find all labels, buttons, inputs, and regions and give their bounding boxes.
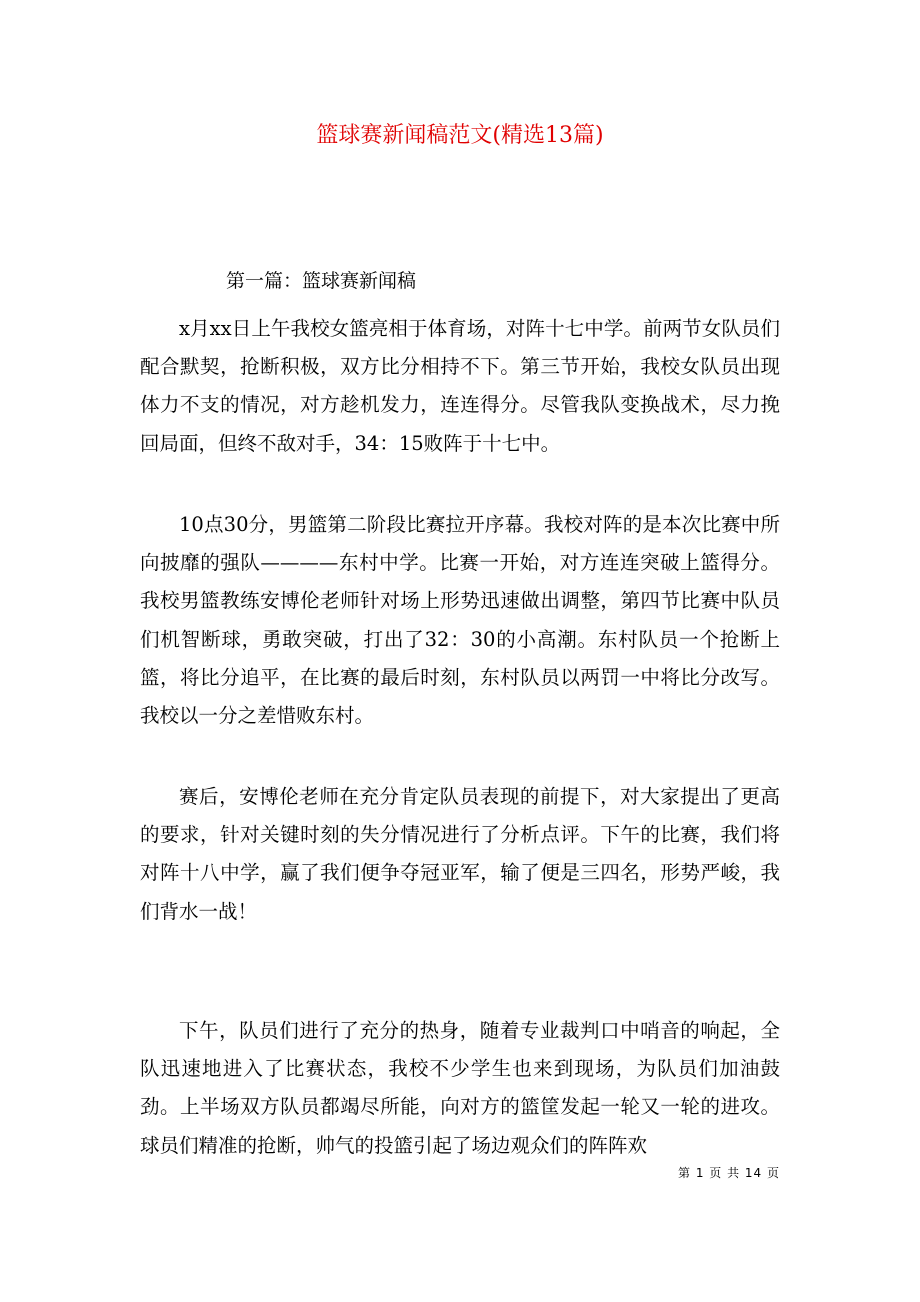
- section-heading: 第一篇：篮球赛新闻稿: [226, 270, 417, 292]
- body-paragraph-1: x月xx日上午我校女篮亮相于体育场，对阵十七中学。前两节女队员们配合默契，抢断积极，双方比分相持不下。第三节开始，我校女队员出现体力不支的情况，对方趁机发力，连连得分。尽管我队变换战术，尽力挽回局面，但终不敌对手，34：15败阵于十七中。: [140, 317, 780, 455]
- page-number-footer: 第 1 页 共 14 页: [678, 1166, 780, 1180]
- body-paragraph-2: 10点30分，男篮第二阶段比赛拉开序幕。我校对阵的是本次比赛中所向披靡的强队————东村中学。比赛一开始，对方连连突破上篮得分。我校男篮教练安博伦老师针对场上形势迅速做出调整，第四节比赛中队员们机智断球，勇敢突破，打出了32：30的小高潮。东村队员一个抢断上篮，将比分追平，在比赛的最后时刻，东村队员以两罚一中将比分改写。我校以一分之差惜败东村。: [140, 513, 780, 728]
- document-title: 篮球赛新闻稿范文(精选13篇): [316, 123, 604, 148]
- body-paragraph-3: 赛后，安博伦老师在充分肯定队员表现的前提下，对大家提出了更高的要求，针对关键时刻的失分情况进行了分析点评。下午的比赛，我们将对阵十八中学，赢了我们便争夺冠亚军，输了便是三四名，形势严峻，我们背水一战！: [140, 785, 780, 923]
- body-paragraph-4: 下午，队员们进行了充分的热身，随着专业裁判口中哨音的响起，全队迅速地进入了比赛状态，我校不少学生也来到现场，为队员们加油鼓劲。上半场双方队员都竭尽所能，向对方的篮筐发起一轮又一轮的进攻。球员们精准的抢断，帅气的投篮引起了场边观众们的阵阵欢: [140, 1019, 780, 1157]
